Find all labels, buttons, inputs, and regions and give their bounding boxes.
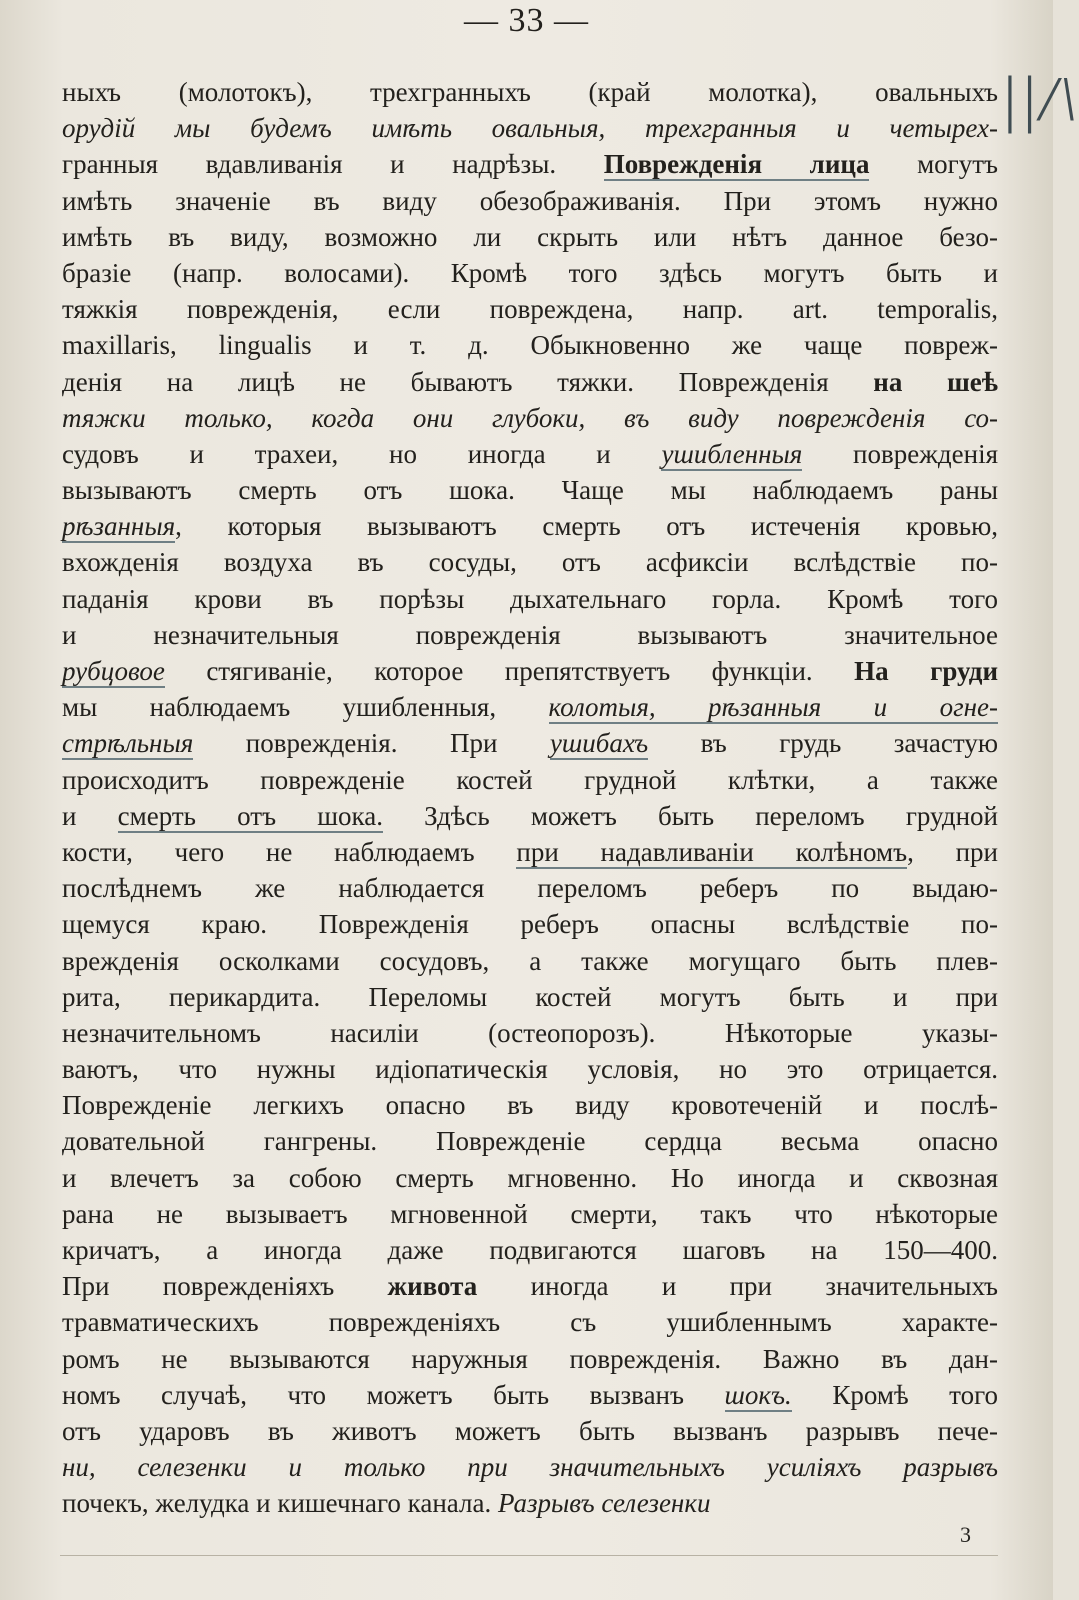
- text-segment: и: [62, 800, 118, 831]
- text-segment: ушибленныя: [661, 438, 803, 469]
- text-segment: судовъ и трахеи, но иногда и: [62, 438, 662, 469]
- text-segment: почекъ, желудка и кишечнаго канала.: [62, 1488, 498, 1519]
- text-segment: паданія крови въ порѣзы дыхательнаго горла. Кромѣ того: [62, 583, 998, 614]
- text-segment: стягиваніе, которое препятствуетъ функціи.: [164, 656, 855, 686]
- text-segment: бразіе (напр. волосами). Кромѣ того здѣсь могутъ быть и: [62, 257, 998, 288]
- text-segment: имѣть въ виду, возможно ли скрыть или нѣтъ данное безо-: [62, 221, 998, 252]
- text-line: [62, 400, 998, 436]
- body-text: [62, 74, 998, 1522]
- handwritten-margin-mark: ||/\: [1000, 63, 1079, 134]
- text-segment: кости, чего не наблюдаемъ: [62, 836, 517, 867]
- text-line: [62, 1051, 998, 1087]
- text-segment: и незначительныя поврежденія вызываютъ значительное: [62, 619, 998, 650]
- text-line: [62, 1160, 998, 1196]
- text-segment: Поврежденія лица: [603, 149, 870, 180]
- text-segment: вхожденія воздуха въ сосуды, отъ асфиксіи вслѣдствіе по-: [62, 547, 998, 578]
- text-segment: въ грудь зачастую: [648, 728, 998, 759]
- text-line: [62, 798, 998, 834]
- text-line: [62, 725, 998, 761]
- text-segment: отъ ударовъ въ животъ можетъ быть вызванъ разрывъ пече-: [62, 1415, 998, 1446]
- text-segment: При поврежденіяхъ: [62, 1271, 388, 1302]
- text-segment: послѣднемъ же наблюдается переломъ реберъ по выдаю-: [62, 873, 998, 904]
- text-segment: рана не вызываетъ мгновенной смерти, такъ что нѣкоторые: [62, 1198, 998, 1229]
- text-segment: рубцовое: [62, 656, 165, 686]
- text-segment: , которыя вызываютъ смерть отъ истеченія кровью,: [175, 511, 998, 542]
- text-line: [62, 1341, 998, 1377]
- text-line: [62, 364, 998, 400]
- text-line: [62, 508, 998, 544]
- text-segment: денія на лицѣ не бываютъ тяжки. Поврежденія: [62, 366, 874, 397]
- text-segment: гранныя вдавливанія и надрѣзы.: [62, 149, 604, 180]
- text-segment: щемуся краю. Поврежденія реберъ опасны вслѣдствіе по-: [62, 909, 998, 940]
- text-segment: кричатъ, а иногда даже подвигаются шаговъ на 150—400.: [62, 1235, 998, 1265]
- text-segment: врежденія осколками сосудовъ, а также могущаго быть плев-: [62, 945, 998, 976]
- text-segment: рита, перикардита. Переломы костей могутъ быть и при: [62, 981, 998, 1012]
- text-line: [62, 979, 998, 1015]
- text-line: [62, 617, 998, 653]
- text-line: [62, 183, 998, 219]
- text-line: [62, 327, 998, 363]
- text-segment: мы наблюдаемъ ушибленныя,: [62, 692, 549, 723]
- text-segment: при надавливаніи колѣномъ: [516, 836, 908, 867]
- text-line: [62, 219, 998, 255]
- page-number: — 33 —: [464, 2, 589, 39]
- text-segment: шокъ.: [724, 1379, 792, 1410]
- text-segment: стрѣльныя: [62, 728, 194, 759]
- text-line: [62, 1196, 998, 1232]
- text-segment: на шеѣ: [873, 366, 998, 397]
- text-line: [62, 581, 998, 617]
- text-segment: ныхъ (молотокъ), трехгранныхъ (край молотка), овальныхъ: [62, 77, 998, 107]
- text-line: [62, 436, 998, 472]
- text-line: [62, 1015, 998, 1051]
- text-line: [62, 146, 998, 182]
- text-line: [62, 906, 998, 942]
- text-line: [62, 653, 998, 689]
- text-segment: вызываютъ смерть отъ шока. Чаще мы наблюдаемъ раны: [62, 475, 998, 506]
- text-segment: Поврежденіе легкихъ опасно въ виду кровотеченій и послѣ-: [62, 1090, 998, 1121]
- text-segment: могутъ: [869, 149, 999, 180]
- text-segment: поврежденія: [802, 438, 998, 469]
- text-line: [62, 943, 998, 979]
- text-segment: поврежденія. При: [193, 728, 550, 759]
- text-segment: , при: [907, 836, 998, 867]
- text-segment: Кромѣ того: [791, 1379, 998, 1410]
- text-segment: незначительномъ насиліи (остеопорозъ). Нѣкоторые указы-: [62, 1017, 998, 1048]
- text-line: [62, 1413, 998, 1449]
- text-segment: тяжки только, когда они глубоки, въ виду поврежденія со-: [62, 402, 998, 433]
- text-line: [62, 255, 998, 291]
- text-line: [62, 870, 998, 906]
- text-line: [62, 689, 998, 725]
- text-segment: Здѣсь можетъ быть переломъ грудной: [382, 800, 998, 831]
- text-segment: Разрывъ селезенки: [497, 1488, 711, 1519]
- text-segment: и влечетъ за собою смерть мгновенно. Но иногда и сквозная: [62, 1162, 998, 1193]
- text-line: [62, 472, 998, 508]
- text-segment: На груди: [854, 656, 998, 686]
- text-line: [62, 74, 998, 110]
- text-line: [62, 1449, 998, 1485]
- text-line: [62, 1268, 998, 1304]
- text-segment: имѣть значеніе въ виду обезображиванія. При этомъ нужно: [62, 185, 998, 216]
- text-segment: тяжкія поврежденія, если повреждена, напр. art. temporalis,: [62, 294, 998, 325]
- text-segment: травматическихъ поврежденіяхъ съ ушибленнымъ характе-: [62, 1307, 998, 1338]
- text-segment: ваютъ, что нужны идіопатическія условія, но это отрицается.: [62, 1054, 998, 1085]
- text-line: [62, 1304, 998, 1340]
- text-segment: происходитъ поврежденіе костей грудной клѣтки, а также: [62, 764, 998, 795]
- text-segment: номъ случаѣ, что можетъ быть вызванъ: [62, 1379, 725, 1410]
- text-line: [62, 291, 998, 327]
- text-line: [62, 1485, 998, 1521]
- text-segment: рѣзанныя: [62, 511, 176, 542]
- text-segment: смерть отъ шока.: [117, 800, 383, 831]
- text-segment: орудій мы будемъ имѣть овальныя, трехгранныя и четырех-: [62, 113, 998, 144]
- text-segment: довательной гангрены. Поврежденіе сердца весьма опасно: [62, 1126, 998, 1157]
- text-line: [62, 1232, 998, 1268]
- text-line: [62, 110, 998, 146]
- text-line: [62, 834, 998, 870]
- text-segment: ромъ не вызываются наружныя поврежденія. Важно въ дан-: [62, 1343, 998, 1374]
- text-segment: колотыя, рѣзанныя и огне-: [548, 692, 998, 723]
- bottom-rule: [60, 1555, 998, 1556]
- text-segment: ушибахъ: [549, 728, 649, 759]
- text-segment: живота: [387, 1271, 478, 1302]
- text-segment: ни, селезенки и только при значительныхъ усиліяхъ разрывъ: [62, 1452, 998, 1483]
- signature-mark: 3: [960, 1522, 971, 1547]
- text-line: [62, 762, 998, 798]
- text-segment: maxillaris, lingualis и т. д. Обыкновенно же чаще повреж-: [62, 330, 998, 361]
- text-segment: иногда и при значительныхъ: [477, 1271, 998, 1302]
- text-line: [62, 544, 998, 580]
- text-line: [62, 1377, 998, 1413]
- text-line: [62, 1123, 998, 1159]
- text-line: [62, 1087, 998, 1123]
